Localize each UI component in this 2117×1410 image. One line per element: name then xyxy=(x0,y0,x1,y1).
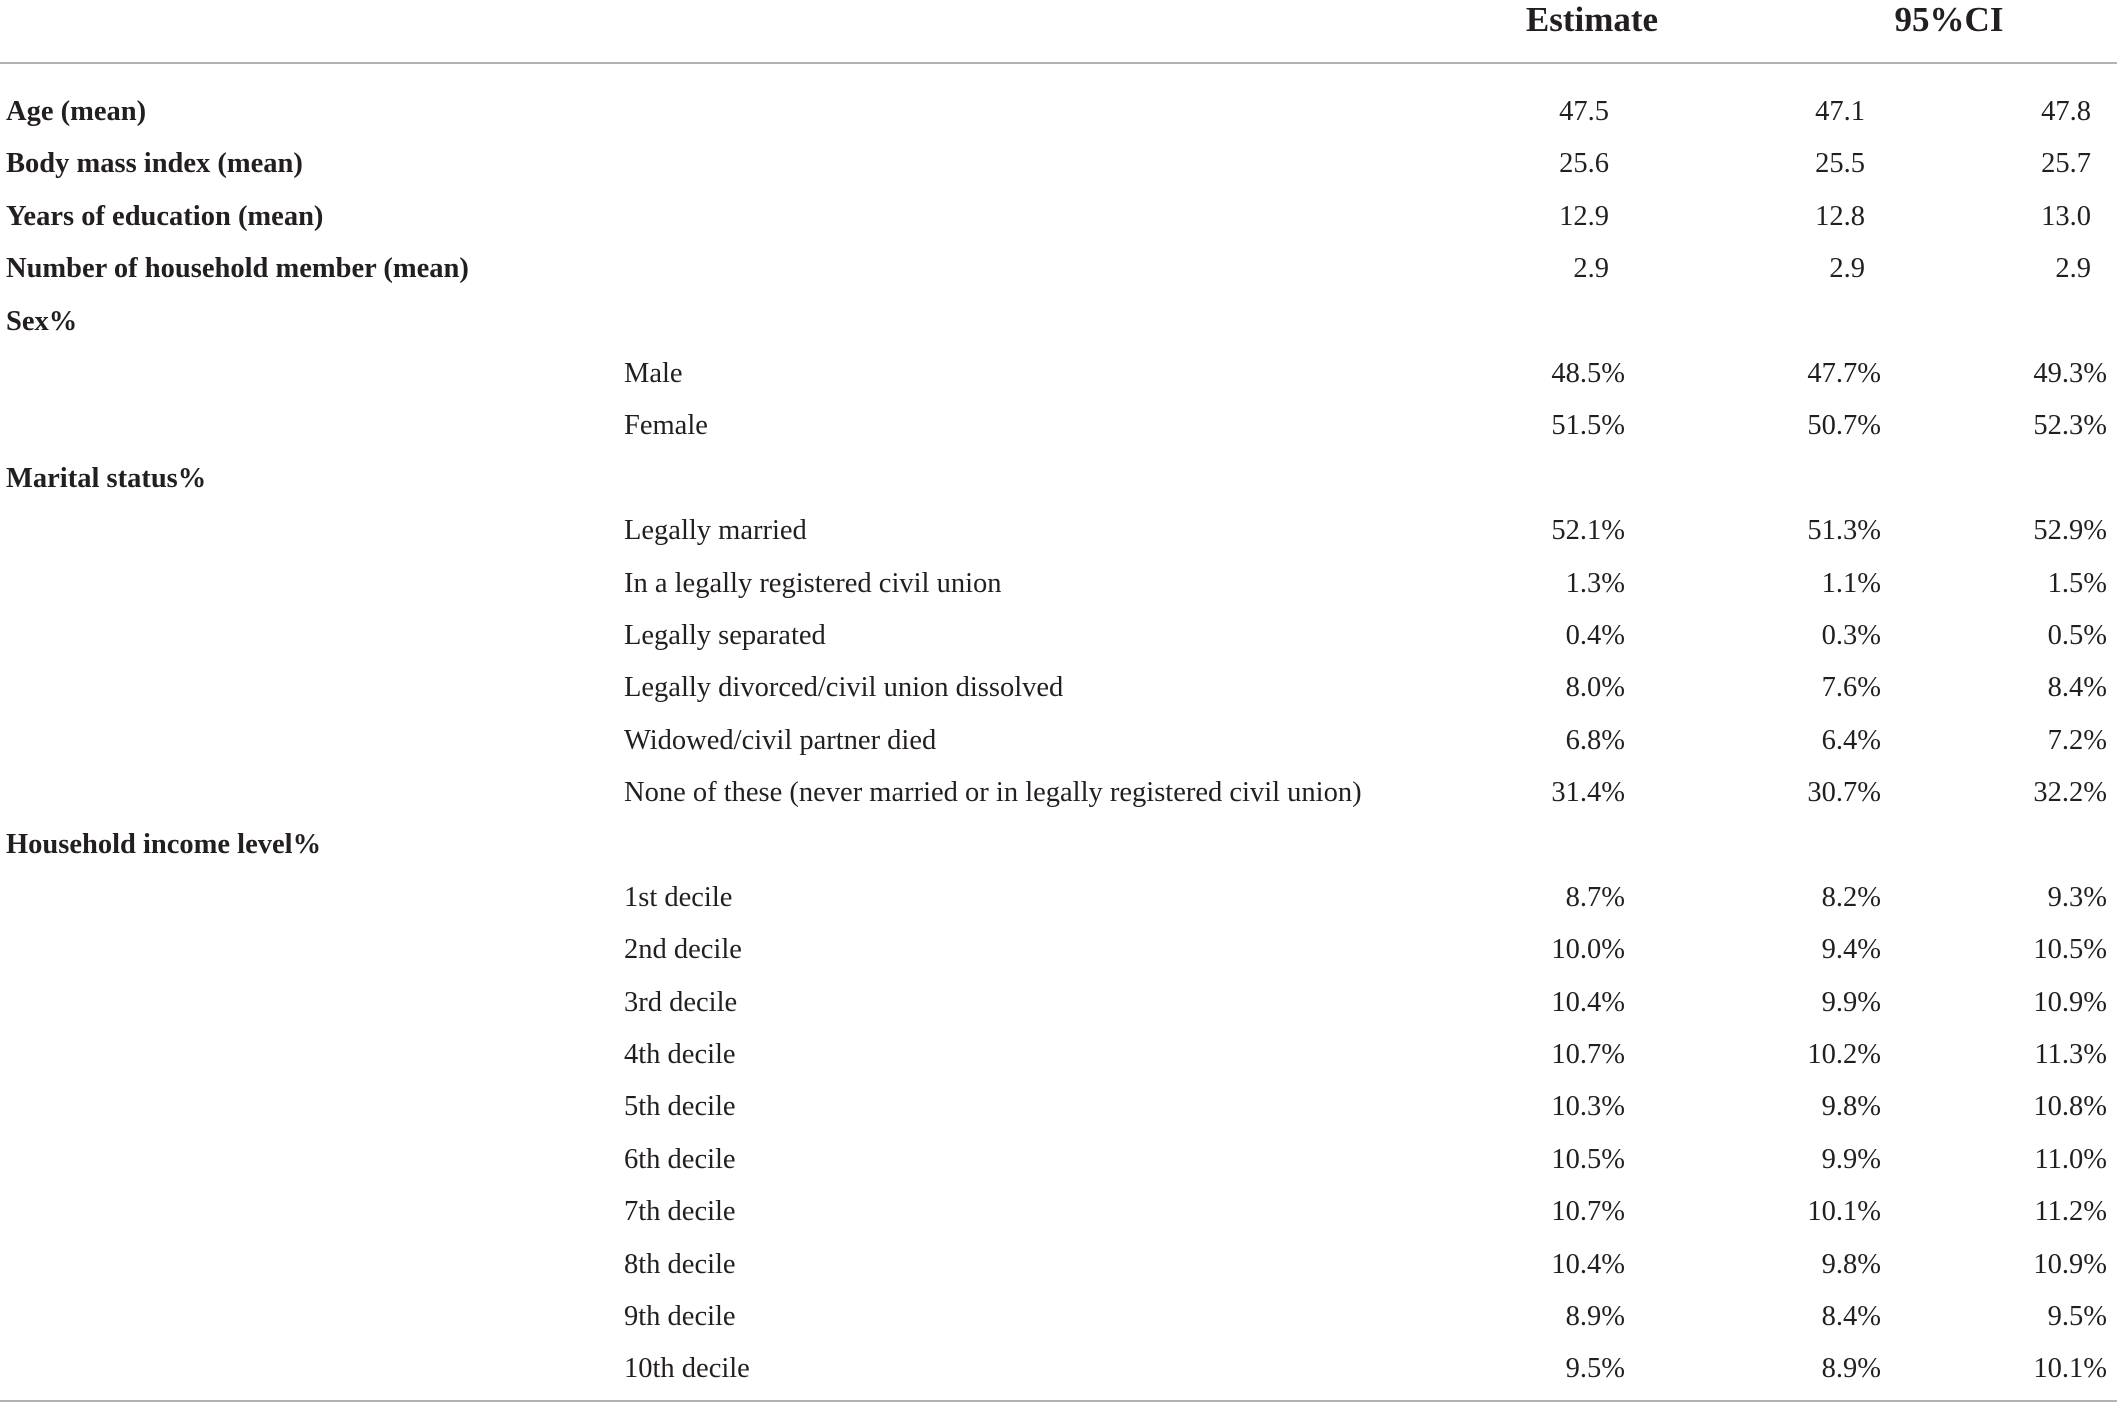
estimate-cell: 8.7% xyxy=(1565,881,1625,913)
table-row-category xyxy=(0,924,2117,976)
row-label: 5th decile xyxy=(624,1091,736,1123)
ci-low-cell: 9.9% xyxy=(1821,986,1881,1018)
table-row-variable xyxy=(0,819,2117,871)
estimate-cell: 8.9% xyxy=(1565,1300,1625,1332)
ci-low-cell: 9.9% xyxy=(1821,1143,1881,1175)
ci-high-cell: 9.5% xyxy=(2047,1300,2107,1332)
ci-high-cell: 0.5% xyxy=(2047,619,2107,651)
row-label: Legally divorced/civil union dissolved xyxy=(624,672,1064,704)
ci-high-cell: 10.9% xyxy=(2033,986,2107,1018)
table-row-category xyxy=(0,1186,2117,1238)
ci-low-cell: 9.8% xyxy=(1821,1091,1881,1123)
table-row-category xyxy=(0,977,2117,1029)
table-row-variable xyxy=(0,296,2117,348)
row-label: Male xyxy=(624,357,683,389)
table-row-category xyxy=(0,1239,2117,1291)
row-label: Years of education (mean) xyxy=(6,200,324,232)
ci-high-cell: 9.3% xyxy=(2047,881,2107,913)
estimate-cell: 10.4% xyxy=(1551,986,1625,1018)
ci-high-cell: 1.5% xyxy=(2047,567,2107,599)
ci-low-cell: 6.4% xyxy=(1821,724,1881,756)
row-label: 8th decile xyxy=(624,1248,736,1280)
ci-low-cell: 50.7% xyxy=(1807,410,1881,442)
estimate-cell: 6.8% xyxy=(1565,724,1625,756)
table-row-category xyxy=(0,1081,2117,1133)
ci-high-cell: 52.3% xyxy=(2033,410,2107,442)
ci-high-cell: 52.9% xyxy=(2033,515,2107,547)
table-row-category xyxy=(0,348,2117,400)
ci-low-cell: 47.7% xyxy=(1807,357,1881,389)
table-row-category xyxy=(0,400,2117,452)
row-label: Household income level% xyxy=(6,829,322,861)
table-body xyxy=(0,64,2117,1396)
ci-low-cell: 8.4% xyxy=(1821,1300,1881,1332)
ci-low-cell: 51.3% xyxy=(1807,515,1881,547)
table-row-category xyxy=(0,662,2117,714)
ci-low-cell: 25.5 xyxy=(1815,148,1865,180)
ci-high-cell: 10.5% xyxy=(2033,934,2107,966)
row-label: Number of household member (mean) xyxy=(6,253,469,285)
ci-high-cell: 7.2% xyxy=(2047,724,2107,756)
table-row-category xyxy=(0,610,2117,662)
row-label: Widowed/civil partner died xyxy=(624,724,937,756)
row-label: Age (mean) xyxy=(6,96,147,127)
ci-low-cell: 8.9% xyxy=(1821,1353,1881,1385)
estimate-cell: 10.7% xyxy=(1551,1196,1625,1228)
row-label: Legally separated xyxy=(624,619,826,651)
estimate-cell: 10.5% xyxy=(1551,1143,1625,1175)
table-row-category xyxy=(0,1291,2117,1343)
estimate-cell: 9.5% xyxy=(1565,1353,1625,1385)
estimate-cell: 48.5% xyxy=(1551,357,1625,389)
ci-low-cell: 47.1 xyxy=(1815,96,1865,127)
ci-low-cell: 2.9 xyxy=(1829,253,1865,285)
row-label: 4th decile xyxy=(624,1039,736,1071)
row-label: Female xyxy=(624,410,708,442)
table-row-category xyxy=(0,558,2117,610)
ci-low-cell: 9.4% xyxy=(1821,934,1881,966)
table-row-category xyxy=(0,715,2117,767)
ci-high-cell: 10.1% xyxy=(2033,1353,2107,1385)
estimate-cell: 0.4% xyxy=(1565,619,1625,651)
ci-high-cell: 11.3% xyxy=(2034,1039,2107,1071)
ci-low-cell: 12.8 xyxy=(1815,200,1865,232)
row-label: Marital status% xyxy=(6,462,207,494)
table-row-variable xyxy=(0,86,2117,138)
ci-high-cell: 10.9% xyxy=(2033,1248,2107,1280)
ci-low-cell: 8.2% xyxy=(1821,881,1881,913)
ci-high-cell: 10.8% xyxy=(2033,1091,2107,1123)
estimate-cell: 10.7% xyxy=(1551,1039,1625,1071)
estimate-cell: 2.9 xyxy=(1573,253,1609,285)
estimate-cell: 8.0% xyxy=(1565,672,1625,704)
estimate-cell: 52.1% xyxy=(1551,515,1625,547)
table-row-category xyxy=(0,872,2117,924)
ci-high-cell: 11.0% xyxy=(2034,1143,2107,1175)
row-label: 7th decile xyxy=(624,1196,736,1228)
row-label: Body mass index (mean) xyxy=(6,148,303,180)
ci-high-cell: 11.2% xyxy=(2034,1196,2107,1228)
row-label: None of these (never married or in legally registered civil union) xyxy=(624,777,1362,809)
ci-low-cell: 30.7% xyxy=(1807,777,1881,809)
row-label: 2nd decile xyxy=(624,934,742,966)
estimate-cell: 10.3% xyxy=(1551,1091,1625,1123)
ci-high-cell: 25.7 xyxy=(2041,148,2091,180)
estimate-cell: 10.4% xyxy=(1551,1248,1625,1280)
estimate-cell: 47.5 xyxy=(1559,96,1609,127)
row-label: Sex% xyxy=(6,305,78,337)
table-row-category xyxy=(0,767,2117,819)
ci-low-cell: 10.1% xyxy=(1807,1196,1881,1228)
ci-high-cell: 13.0 xyxy=(2041,200,2091,232)
table-bottom-rule xyxy=(0,1400,2117,1402)
row-label: Legally married xyxy=(624,515,807,547)
ci-low-cell: 1.1% xyxy=(1821,567,1881,599)
row-label: 6th decile xyxy=(624,1143,736,1175)
ci-high-cell: 8.4% xyxy=(2047,672,2107,704)
estimate-cell: 51.5% xyxy=(1551,410,1625,442)
ci-high-cell: 49.3% xyxy=(2033,357,2107,389)
ci-low-cell: 0.3% xyxy=(1821,619,1881,651)
ci-low-cell: 7.6% xyxy=(1821,672,1881,704)
row-label: 1st decile xyxy=(624,881,733,913)
table-row-variable xyxy=(0,453,2117,505)
ci-high-cell: 2.9 xyxy=(2055,253,2091,285)
table-row-variable xyxy=(0,191,2117,243)
table-header xyxy=(0,0,2117,64)
ci-low-cell: 10.2% xyxy=(1807,1039,1881,1071)
ci-column-header: 95%CI xyxy=(1894,0,2004,39)
ci-high-cell: 47.8 xyxy=(2041,96,2091,127)
row-label: 9th decile xyxy=(624,1300,736,1332)
estimate-cell: 10.0% xyxy=(1551,934,1625,966)
row-label: In a legally registered civil union xyxy=(624,567,1002,599)
estimate-column-header: Estimate xyxy=(1525,0,1659,39)
estimate-cell: 1.3% xyxy=(1565,567,1625,599)
row-label: 10th decile xyxy=(624,1353,750,1385)
table-row-variable xyxy=(0,138,2117,190)
table-row-category xyxy=(0,1343,2117,1395)
row-label: 3rd decile xyxy=(624,986,738,1018)
ci-high-cell: 32.2% xyxy=(2033,777,2107,809)
ci-low-cell: 9.8% xyxy=(1821,1248,1881,1280)
table-row-category xyxy=(0,1134,2117,1186)
table-row-category xyxy=(0,1029,2117,1081)
table-row-category xyxy=(0,505,2117,557)
estimate-cell: 31.4% xyxy=(1551,777,1625,809)
estimate-cell: 25.6 xyxy=(1559,148,1609,180)
table-row-variable xyxy=(0,243,2117,295)
estimate-cell: 12.9 xyxy=(1559,200,1609,232)
